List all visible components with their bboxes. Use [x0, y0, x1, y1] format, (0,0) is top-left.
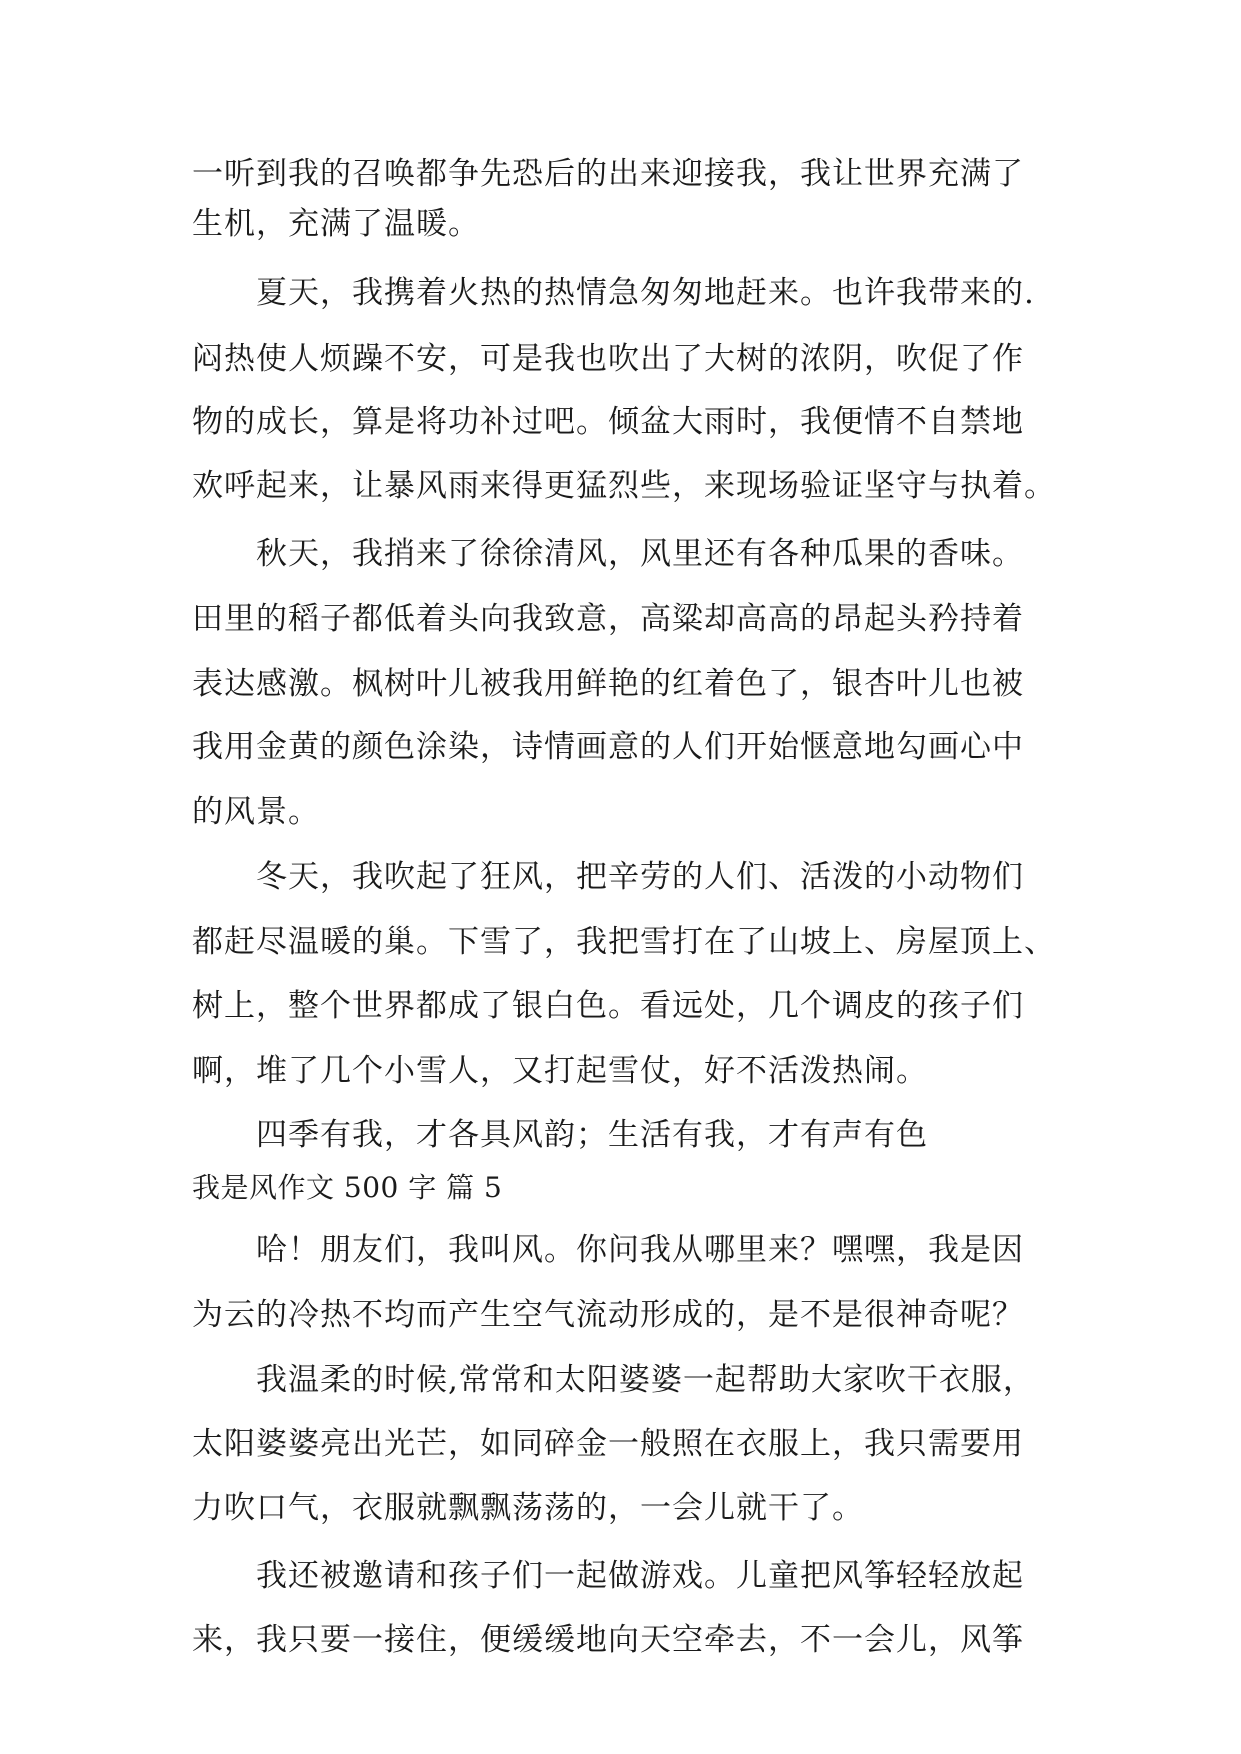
text-line: 力吹口气，衣服就飘飘荡荡的，一会儿就干了。: [192, 1490, 864, 1526]
text-line: 来，我只要一接住，便缓缓地向天空牵去，不一会儿，风筝: [192, 1622, 1024, 1658]
text-line: 闷热使人烦躁不安，可是我也吹出了大树的浓阴，吹促了作: [192, 341, 1024, 377]
paragraph-start: 冬天，我吹起了狂风，把辛劳的人们、活泼的小动物们: [256, 859, 1024, 895]
text-line: 生机，充满了温暖。: [192, 206, 480, 242]
paragraph-start: 夏天，我携着火热的热情急匆匆地赶来。也许我带来的.: [256, 275, 1035, 311]
text-line: 树上，整个世界都成了银白色。看远处，几个调皮的孩子们: [192, 988, 1024, 1024]
section-heading: 我是风作文 500 字 篇 5: [192, 1171, 503, 1204]
text-line: 的风景。: [192, 794, 320, 830]
text-line: 表达感激。枫树叶儿被我用鲜艳的红着色了，银杏叶儿也被: [192, 666, 1024, 702]
text-line: 欢呼起来，让暴风雨来得更猛烈些，来现场验证坚守与执着。: [192, 468, 1056, 504]
paragraph-start: 四季有我，才各具风韵；生活有我，才有声有色: [256, 1117, 928, 1153]
text-line: 啊，堆了几个小雪人，又打起雪仗，好不活泼热闹。: [192, 1053, 928, 1089]
text-line: 太阳婆婆亮出光芒，如同碎金一般照在衣服上，我只需要用: [192, 1426, 1024, 1462]
text-line: 田里的稻子都低着头向我致意，高粱却高高的昂起头矜持着: [192, 601, 1024, 637]
text-line: 一听到我的召唤都争先恐后的出来迎接我，我让世界充满了: [192, 156, 1024, 192]
paragraph-start: 秋天，我捎来了徐徐清风，风里还有各种瓜果的香味。: [256, 536, 1024, 572]
text-line: 都赶尽温暖的巢。下雪了，我把雪打在了山坡上、房屋顶上、: [192, 924, 1056, 960]
text-line: 物的成长，算是将功补过吧。倾盆大雨时，我便情不自禁地: [192, 404, 1024, 440]
text-line: 我用金黄的颜色涂染，诗情画意的人们开始惬意地勾画心中: [192, 729, 1024, 765]
paragraph-start: 我温柔的时候,常常和太阳婆婆一起帮助大家吹干衣服，: [256, 1362, 1035, 1398]
paragraph-start: 我还被邀请和孩子们一起做游戏。儿童把风筝轻轻放起: [256, 1558, 1024, 1594]
text-line: 为云的冷热不均而产生空气流动形成的，是不是很神奇呢？: [192, 1297, 1024, 1333]
paragraph-start: 哈！朋友们，我叫风。你问我从哪里来？嘿嘿，我是因: [256, 1232, 1024, 1268]
